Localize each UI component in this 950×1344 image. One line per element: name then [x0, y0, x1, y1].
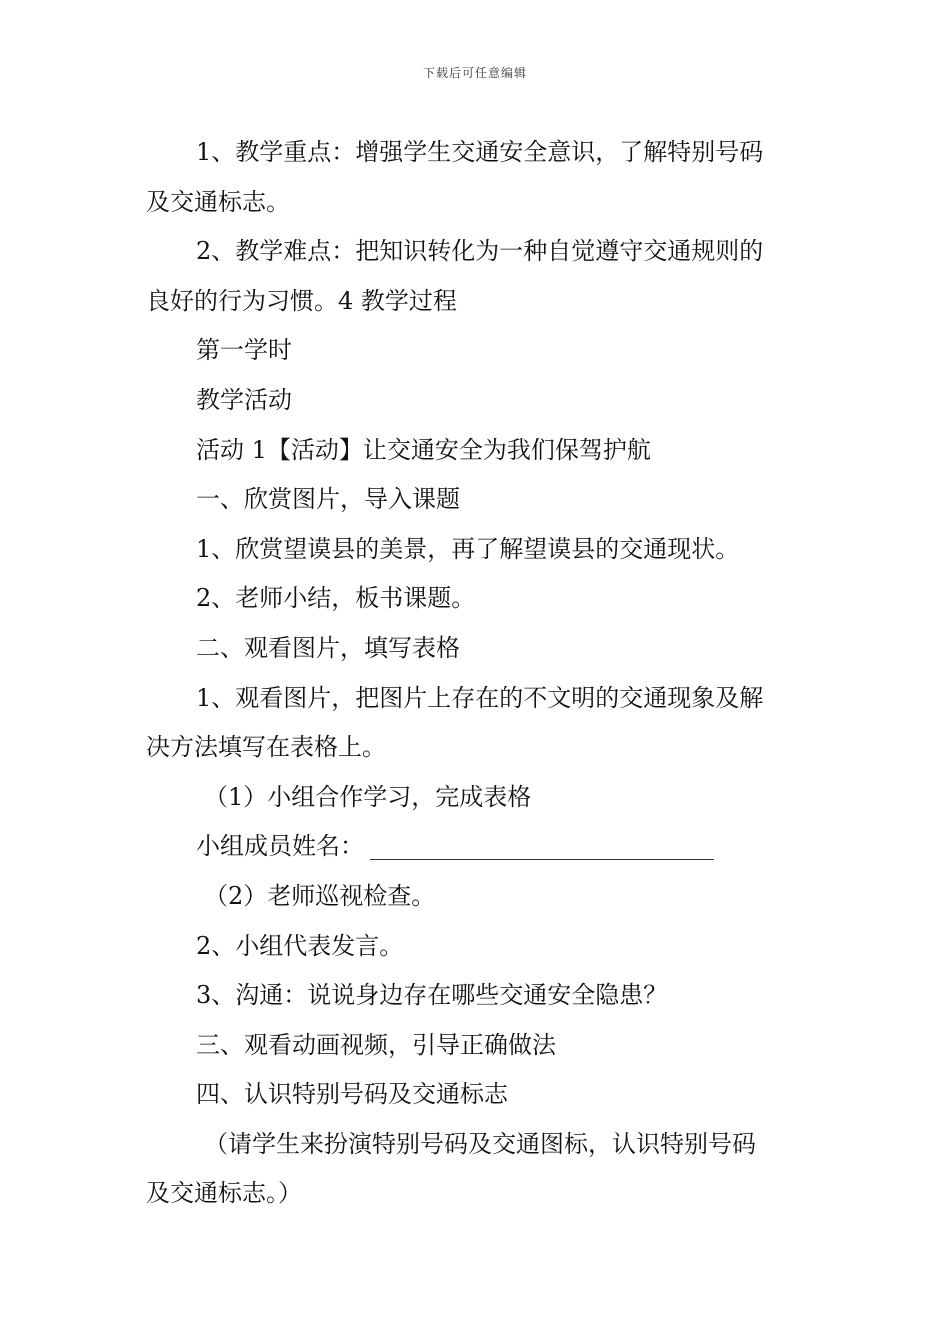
- section-1-item-2: 2、老师小结，板书课题。: [196, 584, 476, 613]
- teaching-focus-line1: 1、教学重点：增强学生交通安全意识，了解特别号码: [196, 138, 764, 166]
- teaching-difficulty-line1: 2、教学难点：把知识转化为一种自觉遵守交通规则的: [196, 237, 764, 266]
- group-members-label: 小组成员姓名：: [196, 832, 364, 861]
- section-2-heading: 二、观看图片，填写表格: [196, 633, 460, 662]
- section-2-item-3: 3、沟通：说说身边存在哪些交通安全隐患？: [196, 981, 668, 1010]
- section-4-heading: 四、认识特别号码及交通标志: [196, 1080, 508, 1109]
- teacher-check-item: （2）老师巡视检查。: [204, 881, 436, 910]
- group-members-line: [146, 822, 806, 872]
- section-4-note-line2: 及交通标志。）: [146, 1179, 302, 1208]
- group-study-item: （1）小组合作学习，完成表格: [204, 782, 532, 811]
- section-1-heading: 一、欣赏图片，导入课题: [196, 485, 460, 514]
- section-2-item-1-line1: 1、观看图片，把图片上存在的不文明的交通现象及解: [196, 683, 764, 712]
- section-3-heading: 三、观看动画视频，引导正确做法: [196, 1030, 556, 1059]
- first-period-heading: 第一学时: [196, 336, 292, 365]
- teaching-focus-line2: 及交通标志。: [146, 187, 290, 216]
- section-2-item-2: 2、小组代表发言。: [196, 931, 404, 960]
- page-header: 下载后可任意编辑: [422, 66, 527, 80]
- group-members-blank: [370, 837, 714, 860]
- section-1-item-1: 1、欣赏望谟县的美景，再了解望谟县的交通现状。: [196, 534, 740, 563]
- teaching-difficulty-line2: 良好的行为习惯。4 教学过程: [146, 286, 457, 315]
- teaching-activities-heading: 教学活动: [196, 385, 292, 414]
- document-body: [146, 128, 806, 1219]
- activity-1-title: 活动 1【活动】让交通安全为我们保驾护航: [196, 435, 651, 464]
- section-4-note-line1: （请学生来扮演特别号码及交通图标，认识特别号码: [204, 1129, 756, 1158]
- section-2-item-1-line2: 决方法填写在表格上。: [146, 733, 386, 762]
